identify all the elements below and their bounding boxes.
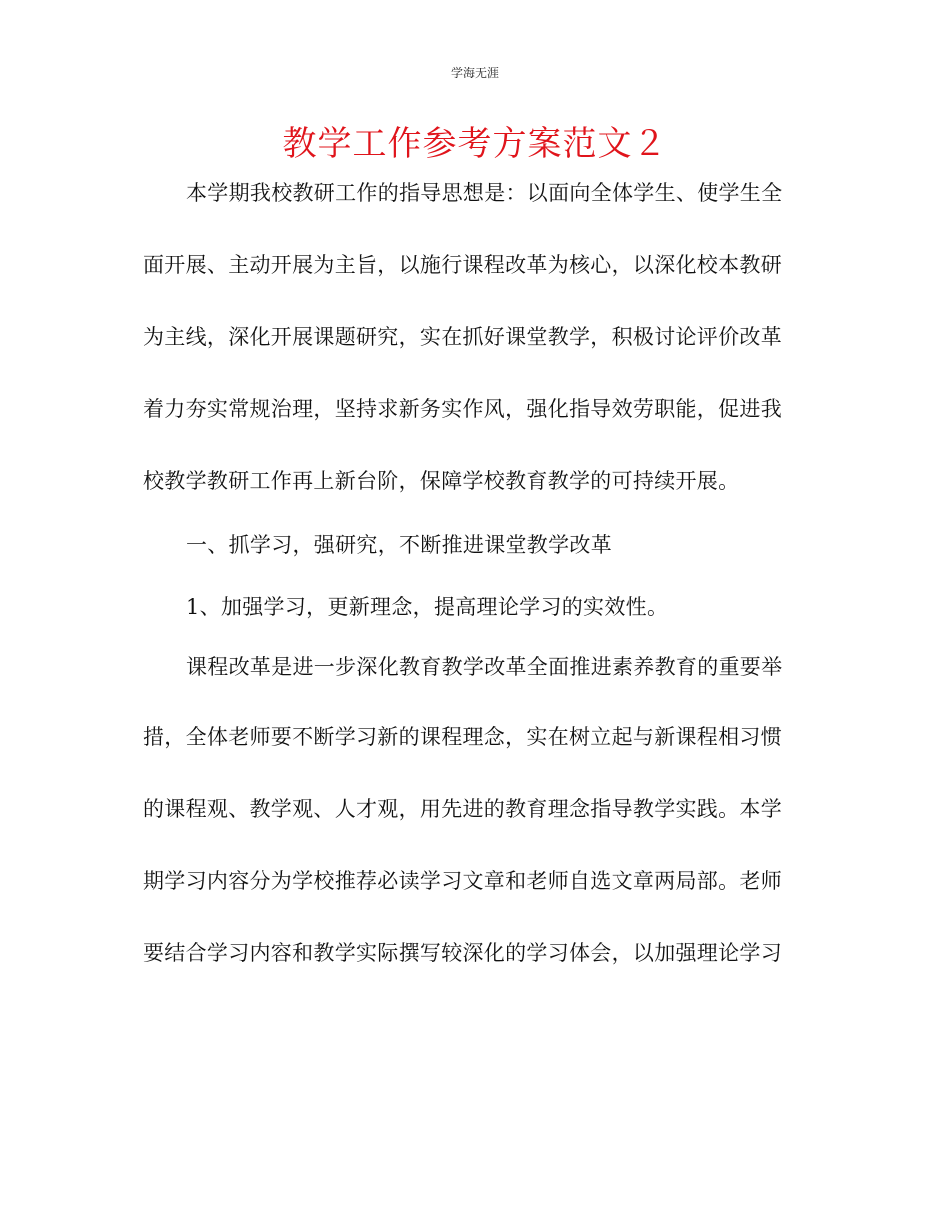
paragraph-line: 措，全体老师要不断学习新的课程理念，实在树立起与新课程相习惯 xyxy=(143,725,782,749)
paragraph-line: 期学习内容分为学校推荐必读学习文章和老师自选文章两局部。老师 xyxy=(143,869,782,893)
paragraph-line: 课程改革是进一步深化教育教学改革全面推进素养教育的重要举 xyxy=(186,655,783,679)
paragraph-line: 本学期我校教研工作的指导思想是：以面向全体学生、使学生全 xyxy=(186,181,783,205)
paragraph-line: 为主线，深化开展课题研究，实在抓好课堂教学，积极讨论评价改革 xyxy=(143,325,782,349)
running-header: 学海无涯 xyxy=(450,66,499,80)
paragraph-line: 校教学教研工作再上新台阶，保障学校教育教学的可持续开展。 xyxy=(143,469,740,493)
paragraph-line: 的课程观、教学观、人才观，用先进的教育理念指导教学实践。本学 xyxy=(143,797,782,821)
paragraph-line: 着力夯实常规治理，坚持求新务实作风，强化指导效劳职能，促进我 xyxy=(143,397,782,421)
subsection-heading: 1、加强学习，更新理念，提高理论学习的实效性。 xyxy=(186,595,669,619)
paragraph-line: 要结合学习内容和教学实际撰写较深化的学习体会，以加强理论学习 xyxy=(143,941,782,965)
paragraph-line: 面开展、主动开展为主旨，以施行课程改革为核心，以深化校本教研 xyxy=(143,253,782,277)
section-heading: 一、抓学习，强研究，不断推进课堂教学改革 xyxy=(186,533,612,557)
document-title: 教学工作参考方案范文２ xyxy=(282,124,668,164)
